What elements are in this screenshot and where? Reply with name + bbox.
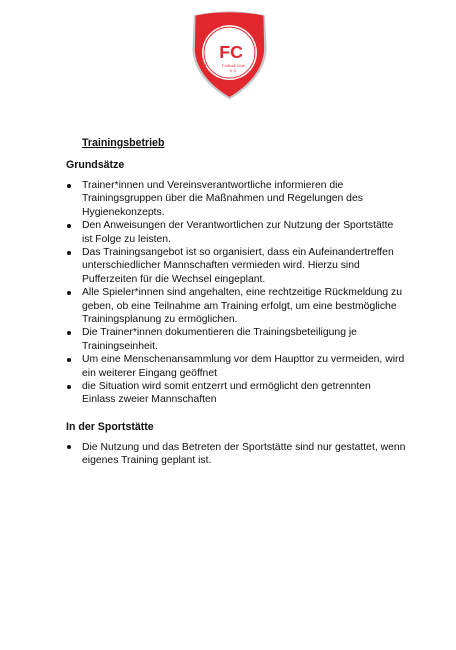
- bullet-icon: [67, 184, 71, 188]
- list-item-text: Das Trainingsangebot ist so organisiert, dass ein Aufeinandertreffen unterschiedlicher Mannschaften vermieden wird. Hierzu sind Pufferzeiten für die Wechsel eingeplant.: [82, 247, 394, 285]
- bullet-list: [66, 441, 406, 467]
- list-item: [66, 353, 406, 379]
- bullet-icon: [67, 224, 71, 228]
- logo-suffix: e.V.: [230, 67, 237, 73]
- list-item: [66, 219, 406, 245]
- list-item: [66, 380, 406, 406]
- bullet-icon: [67, 331, 71, 335]
- list-item: [66, 441, 406, 467]
- logo-monogram: FC: [219, 42, 243, 63]
- list-item: [66, 246, 406, 286]
- section-heading: In der Sportstätte: [66, 420, 154, 433]
- club-logo: [189, 9, 270, 101]
- page-title: Trainingsbetrieb: [82, 137, 165, 149]
- bullet-icon: [67, 251, 71, 255]
- bullet-list: [66, 179, 406, 406]
- list-item-text: Trainer*innen und Vereinsverantwortliche informieren die Trainingsgruppen über die Maßnahmen und Regelungen des Hygienekonzepts.: [82, 180, 363, 218]
- list-item-text: Den Anweisungen der Verantwortlichen zur Nutzung der Sportstätte ist Folge zu leisten.: [82, 220, 394, 245]
- list-item: [66, 179, 406, 219]
- section-heading: Grundsätze: [66, 159, 125, 171]
- list-item-text: Alle Spieler*innen sind angehalten, eine rechtzeitige Rückmeldung zu geben, ob eine Teilnahme am Training erfolgt, um eine bestmögliche Trainingsplanung zu ermöglichen.: [82, 287, 403, 325]
- document-body: [66, 137, 406, 468]
- logo-club-name: KÖPENICKER: [195, 21, 222, 70]
- bullet-icon: [67, 385, 71, 389]
- list-item: [66, 286, 406, 326]
- list-item-text: die Situation wird somit entzerrt und ermöglicht den getrennten Einlass zweier Mannschaften: [82, 381, 371, 406]
- bullet-icon: [67, 291, 71, 295]
- logo-subtitle: Fußball Club: [222, 63, 245, 69]
- bullet-icon: [67, 445, 71, 449]
- list-item: [66, 326, 406, 352]
- list-item-text: Die Trainer*innen dokumentieren die Trainingsbeteiligung je Trainingseinheit.: [82, 327, 357, 352]
- list-item-text: Um eine Menschenansammlung vor dem Haupttor zu vermeiden, wird ein weiterer Eingang geöffnet: [82, 354, 405, 379]
- bullet-icon: [67, 358, 71, 362]
- list-item-text: Die Nutzung und das Betreten der Sportstätte sind nur gestattet, wenn eigenes Training geplant ist.: [82, 441, 406, 467]
